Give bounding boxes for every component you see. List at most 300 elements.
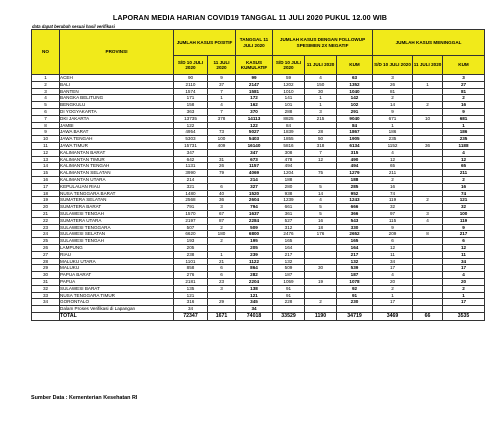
cell-jul11-positif xyxy=(208,149,236,156)
cell-kum-meninggal: 186 xyxy=(443,129,485,136)
cell-jul11-followup: 16 xyxy=(305,217,337,224)
table-row xyxy=(32,149,485,156)
cell-no: 28 xyxy=(32,258,60,265)
cell-kasus-kumulatif: 5027 xyxy=(236,129,273,136)
cell-no: 19 xyxy=(32,197,60,204)
cell-jul11-positif xyxy=(208,244,236,251)
cell-sd10-positif: 316 xyxy=(174,299,208,306)
cell-jul11-meninggal xyxy=(413,265,443,272)
cell-sd10-positif: 205 xyxy=(174,244,208,251)
cell-kasus-kumulatif: 673 xyxy=(236,156,273,163)
cell-kasus-kumulatif: 214 xyxy=(236,176,273,183)
cell-kum-followup: 1279 xyxy=(337,170,373,177)
table-row xyxy=(32,129,485,136)
header-jul11-positif: 11 JULI 2020 xyxy=(208,56,236,75)
cell-jul11-followup xyxy=(305,122,337,129)
cell-sd10-meninggal: 186 xyxy=(373,129,413,136)
cell-provinsi: SULAWESI TENGAH xyxy=(60,210,174,217)
total-kasus-kumulatif: 74018 xyxy=(236,312,273,320)
cell-provinsi: SUMATERA UTARA xyxy=(60,217,174,224)
cell-kasus-kumulatif: 1520 xyxy=(236,190,273,197)
cell-kum-followup: 1040 xyxy=(337,88,373,95)
cell-kum-meninggal: 74 xyxy=(443,190,485,197)
cell-kum-followup: 2652 xyxy=(337,231,373,238)
cell-provinsi: KALIMANTAN BARAT xyxy=(60,149,174,156)
cell-sd10-meninggal: 209 xyxy=(373,231,413,238)
cell-no: 5 xyxy=(32,102,60,109)
cell-provinsi: JAWA BARAT xyxy=(60,129,174,136)
cell-jul11-followup xyxy=(305,238,337,245)
cell-jul11-positif: 6 xyxy=(208,272,236,279)
cell-sd10-followup: 91 xyxy=(273,292,305,299)
cell-sd10-meninggal: 20 xyxy=(373,278,413,285)
cell-sd10-positif: 171 xyxy=(174,95,208,102)
cell-sd10-meninggal: 4 xyxy=(373,272,413,279)
cell-no: 33 xyxy=(32,292,60,299)
cell-sd10-meninggal: 235 xyxy=(373,136,413,143)
table-row xyxy=(32,136,485,143)
cell-provinsi: JAWA TIMUR xyxy=(60,142,174,149)
cell-kum-followup: 952 xyxy=(337,190,373,197)
cell-no: 25 xyxy=(32,238,60,245)
cell-jul11-positif: 87 xyxy=(208,217,236,224)
cell-no xyxy=(32,312,60,320)
cell-sd10-positif: 2110 xyxy=(174,81,208,88)
table-body xyxy=(32,75,485,321)
cell-sd10-meninggal: 16 xyxy=(373,183,413,190)
cell-jul11-followup: 75 xyxy=(305,170,337,177)
cell-sd10-meninggal: 26 xyxy=(373,81,413,88)
cell-jul11-meninggal: 2 xyxy=(413,197,443,204)
cell-sd10-meninggal: 17 xyxy=(373,299,413,306)
cell-sd10-followup: 165 xyxy=(273,238,305,245)
cell-kum-meninggal: 2 xyxy=(443,285,485,292)
table-row xyxy=(32,292,485,299)
table-row xyxy=(32,224,485,231)
cell-kum-meninggal: 20 xyxy=(443,278,485,285)
cell-jul11-followup xyxy=(305,258,337,265)
cell-sd10-followup: 59 xyxy=(273,75,305,82)
cell-sd10-meninggal: 81 xyxy=(373,88,413,95)
cell-sd10-followup: 661 xyxy=(273,204,305,211)
cell-jul11-meninggal: 1 xyxy=(413,81,443,88)
cell-jul11-meninggal xyxy=(413,88,443,95)
cell-provinsi: PAPUA BARAT xyxy=(60,272,174,279)
cell-sd10-positif: 2568 xyxy=(174,197,208,204)
cell-jul11-positif: 26 xyxy=(208,163,236,170)
cell-no: 31 xyxy=(32,278,60,285)
cell-kum-meninggal: 1188 xyxy=(443,142,485,149)
cell-kum-meninggal: 235 xyxy=(443,136,485,143)
cell-kum-meninggal: 6 xyxy=(443,238,485,245)
cell-sd10-positif: 347 xyxy=(174,149,208,156)
cell-kasus-kumulatif: 2147 xyxy=(236,81,273,88)
cell-kum-followup: 102 xyxy=(337,102,373,109)
cell-jul11-positif: 3 xyxy=(208,204,236,211)
cell-sd10-meninggal: 12 xyxy=(373,156,413,163)
cell-kum-followup: 1078 xyxy=(337,278,373,285)
cell-kum-meninggal: 681 xyxy=(443,115,485,122)
cell-jul11-positif: 31 xyxy=(208,156,236,163)
cell-kum-followup: 285 xyxy=(337,183,373,190)
cell-kasus-kumulatif: 1122 xyxy=(236,258,273,265)
cell-provinsi: DKI JAKARTA xyxy=(60,115,174,122)
cell-kasus-kumulatif: 138 xyxy=(236,285,273,292)
cell-jul11-followup: 28 xyxy=(305,129,337,136)
cell-sd10-positif: 363 xyxy=(174,108,208,115)
cell-kasus-kumulatif: 282 xyxy=(236,272,273,279)
cell-jul11-meninggal xyxy=(413,272,443,279)
cell-sd10-followup: 938 xyxy=(273,190,305,197)
cell-sd10-positif: 121 xyxy=(174,292,208,299)
cell-jul11-meninggal xyxy=(413,95,443,102)
cell-sd10-positif: 13735 xyxy=(174,115,208,122)
cell-kum-meninggal: 17 xyxy=(443,265,485,272)
cell-jul11-followup: 215 xyxy=(305,115,337,122)
cell-sd10-followup: 280 xyxy=(273,183,305,190)
cell-kasus-kumulatif: 121 xyxy=(236,292,273,299)
cell-sd10-positif: 34 xyxy=(174,306,208,313)
cell-kum-meninggal xyxy=(443,306,485,313)
cell-kum-followup: 9040 xyxy=(337,115,373,122)
table-row xyxy=(32,183,485,190)
cell-kum-followup: 490 xyxy=(337,156,373,163)
cell-provinsi: BENGKULU xyxy=(60,102,174,109)
cell-jul11-positif: 9 xyxy=(208,75,236,82)
cell-kum-followup: 330 xyxy=(337,224,373,231)
cell-sd10-positif: 238 xyxy=(174,251,208,258)
cell-jul11-followup: 1 xyxy=(305,102,337,109)
header-tanggal: TANGGAL 11 JULI 2020 xyxy=(236,30,273,56)
cell-provinsi: SUMATERA SELATAN xyxy=(60,197,174,204)
cell-no: 12 xyxy=(32,149,60,156)
cell-jul11-followup xyxy=(305,244,337,251)
total-sd10-positif: 72347 xyxy=(174,312,208,320)
cell-sd10-followup: 308 xyxy=(273,149,305,156)
cell-no: 34 xyxy=(32,299,60,306)
cell-kum-meninggal: 34 xyxy=(443,258,485,265)
cell-sd10-positif: 507 xyxy=(174,224,208,231)
cell-kum-followup: 315 xyxy=(337,149,373,156)
table-row xyxy=(32,142,485,149)
cell-sd10-followup: 312 xyxy=(273,224,305,231)
cell-sd10-meninggal: 34 xyxy=(373,258,413,265)
cell-sd10-positif: 3990 xyxy=(174,170,208,177)
header-jul11-followup: 11 JULI 2020 xyxy=(305,56,337,75)
cell-jul11-followup xyxy=(305,272,337,279)
cell-provinsi: MALUKU UTARA xyxy=(60,258,174,265)
cell-no: 2 xyxy=(32,81,60,88)
cell-sd10-followup: 361 xyxy=(273,210,305,217)
cell-jul11-positif: 409 xyxy=(208,142,236,149)
cell-kum-meninggal: 4 xyxy=(443,272,485,279)
total-row xyxy=(32,312,485,320)
cell-jul11-followup xyxy=(305,251,337,258)
cell-provinsi: BANTEN xyxy=(60,88,174,95)
cell-no: 29 xyxy=(32,265,60,272)
cell-kasus-kumulatif: 205 xyxy=(236,244,273,251)
cell-jul11-positif: 6 xyxy=(208,183,236,190)
cell-sd10-followup: 101 xyxy=(273,102,305,109)
cell-kasus-kumulatif: 99 xyxy=(236,75,273,82)
cell-jul11-followup: 14 xyxy=(305,190,337,197)
table-row xyxy=(32,210,485,217)
cell-kum-followup: 84 xyxy=(337,122,373,129)
cell-kum-meninggal: 11 xyxy=(443,251,485,258)
cell-sd10-followup: 527 xyxy=(273,217,305,224)
covid-cases-table xyxy=(31,29,485,321)
cell-sd10-positif: 321 xyxy=(174,183,208,190)
cell-jul11-positif: 21 xyxy=(208,258,236,265)
cell-kum-followup: 6134 xyxy=(337,142,373,149)
cell-jul11-meninggal xyxy=(413,285,443,292)
cell-sd10-meninggal: 1 xyxy=(373,122,413,129)
cell-jul11-meninggal xyxy=(413,122,443,129)
cell-sd10-meninggal: 65 xyxy=(373,163,413,170)
table-row xyxy=(32,156,485,163)
cell-kum-followup: 291 xyxy=(337,108,373,115)
cell-sd10-positif: 2181 xyxy=(174,278,208,285)
cell-sd10-meninggal: 1 xyxy=(373,292,413,299)
cell-jul11-followup: 7 xyxy=(305,149,337,156)
cell-sd10-followup: 1204 xyxy=(273,170,305,177)
cell-no: 23 xyxy=(32,224,60,231)
cell-jul11-positif: 3 xyxy=(208,285,236,292)
table-row xyxy=(32,204,485,211)
cell-jul11-positif xyxy=(208,176,236,183)
cell-kum-meninggal: 100 xyxy=(443,210,485,217)
cell-kum-meninggal: 121 xyxy=(443,197,485,204)
cell-jul11-meninggal xyxy=(413,224,443,231)
cell-jul11-meninggal: 36 xyxy=(413,142,443,149)
cell-kum-followup: 91 xyxy=(337,292,373,299)
header-provinsi: PROVINSI xyxy=(60,30,174,75)
cell-provinsi: SULAWESI TENGGARA xyxy=(60,224,174,231)
cell-provinsi: BANGKA BELITUNG xyxy=(60,95,174,102)
cell-sd10-meninggal: 11 xyxy=(373,251,413,258)
cell-jul11-positif xyxy=(208,306,236,313)
cell-sd10-positif: 2197 xyxy=(174,217,208,224)
cell-jul11-meninggal xyxy=(413,176,443,183)
cell-kum-followup: 366 xyxy=(337,210,373,217)
cell-jul11-followup: 5 xyxy=(305,210,337,217)
cell-jul11-positif: 40 xyxy=(208,190,236,197)
cell-jul11-followup: 2 xyxy=(305,299,337,306)
cell-jul11-positif: 7 xyxy=(208,108,236,115)
cell-jul11-meninggal xyxy=(413,149,443,156)
cell-sd10-positif: 122 xyxy=(174,122,208,129)
cell-jul11-followup: 30 xyxy=(305,88,337,95)
cell-sd10-meninggal: 119 xyxy=(373,197,413,204)
cell-sd10-positif: 135 xyxy=(174,285,208,292)
cell-jul11-meninggal: 3 xyxy=(413,210,443,217)
cell-jul11-positif: 36 xyxy=(208,197,236,204)
cell-sd10-positif: 642 xyxy=(174,156,208,163)
cell-kum-followup: 217 xyxy=(337,251,373,258)
table-row xyxy=(32,81,485,88)
cell-jul11-meninggal xyxy=(413,190,443,197)
cell-jul11-meninggal xyxy=(413,251,443,258)
header-meninggal: JUMLAH KASUS MENINGGAL xyxy=(373,30,485,56)
cell-no: 6 xyxy=(32,108,60,115)
cell-jul11-positif: 79 xyxy=(208,170,236,177)
cell-jul11-positif: 1 xyxy=(208,251,236,258)
table-row xyxy=(32,272,485,279)
cell-provinsi: SUMATERA BARAT xyxy=(60,204,174,211)
cell-jul11-positif: 4 xyxy=(208,102,236,109)
cell-jul11-positif xyxy=(208,292,236,299)
header-kum-followup: KUM xyxy=(337,56,373,75)
cell-jul11-meninggal xyxy=(413,136,443,143)
cell-kum-followup: 142 xyxy=(337,95,373,102)
header-kum-meninggal: KUM xyxy=(443,56,485,75)
cell-jul11-followup: 318 xyxy=(305,142,337,149)
cell-sd10-positif: 276 xyxy=(174,272,208,279)
cell-kum-followup: 188 xyxy=(337,176,373,183)
cell-jul11-meninggal xyxy=(413,299,443,306)
cell-sd10-meninggal xyxy=(373,306,413,313)
cell-kasus-kumulatif: 5403 xyxy=(236,136,273,143)
cell-kasus-kumulatif: 14113 xyxy=(236,115,273,122)
cell-sd10-positif: 858 xyxy=(174,265,208,272)
total-label: TOTAL xyxy=(60,312,174,320)
table-row xyxy=(32,190,485,197)
total-kum-meninggal: 3535 xyxy=(443,312,485,320)
cell-kum-meninggal: 16 xyxy=(443,183,485,190)
cell-jul11-meninggal: 4 xyxy=(413,217,443,224)
cell-kum-meninggal: 217 xyxy=(443,231,485,238)
cell-sd10-meninggal: 74 xyxy=(373,190,413,197)
table-row xyxy=(32,170,485,177)
table-row xyxy=(32,258,485,265)
cell-jul11-meninggal xyxy=(413,183,443,190)
cell-provinsi: SULAWESI SELATAN xyxy=(60,231,174,238)
table-row xyxy=(32,285,485,292)
table-row xyxy=(32,251,485,258)
total-jul11-positif: 1671 xyxy=(208,312,236,320)
cell-jul11-followup: 4 xyxy=(305,75,337,82)
table-row xyxy=(32,122,485,129)
cell-jul11-meninggal xyxy=(413,204,443,211)
cell-kum-followup: 230 xyxy=(337,299,373,306)
cell-provinsi: KALIMANTAN SELATAN xyxy=(60,170,174,177)
cell-kasus-kumulatif: 345 xyxy=(236,299,273,306)
header-kasus-kumulatif: KASUS KUMULATIF xyxy=(236,56,273,75)
cell-kum-followup: 63 xyxy=(337,75,373,82)
cell-jul11-positif xyxy=(208,122,236,129)
cell-sd10-positif: 158 xyxy=(174,102,208,109)
cell-provinsi: KALIMANTAN TIMUR xyxy=(60,156,174,163)
cell-kum-followup: 164 xyxy=(337,244,373,251)
cell-kum-followup: 1352 xyxy=(337,81,373,88)
cell-kum-followup: 539 xyxy=(337,265,373,272)
cell-jul11-positif: 73 xyxy=(208,129,236,136)
cell-no xyxy=(32,306,60,313)
cell-sd10-followup: 1239 xyxy=(273,197,305,204)
table-row xyxy=(32,102,485,109)
cell-kasus-kumulatif: 327 xyxy=(236,183,273,190)
cell-kasus-kumulatif: 794 xyxy=(236,204,273,211)
cell-jul11-meninggal xyxy=(413,170,443,177)
cell-sd10-meninggal: 2 xyxy=(373,95,413,102)
cell-no: 32 xyxy=(32,285,60,292)
cell-kum-meninggal: 1 xyxy=(443,292,485,299)
cell-sd10-meninggal: 14 xyxy=(373,102,413,109)
cell-sd10-meninggal: 671 xyxy=(373,115,413,122)
cell-jul11-followup: 50 xyxy=(305,136,337,143)
cell-sd10-positif: 1101 xyxy=(174,258,208,265)
cell-sd10-followup: 228 xyxy=(273,299,305,306)
cell-kum-meninggal: 9 xyxy=(443,108,485,115)
header-jul11-meninggal: 11 JULI 2020 xyxy=(413,56,443,75)
cell-jul11-followup: 5 xyxy=(305,204,337,211)
cell-no: 26 xyxy=(32,244,60,251)
cell-kum-followup: 543 xyxy=(337,217,373,224)
cell-provinsi: SULAWESI TENGAH xyxy=(60,238,174,245)
cell-kum-meninggal: 9 xyxy=(443,224,485,231)
cell-no: 17 xyxy=(32,183,60,190)
cell-jul11-meninggal xyxy=(413,129,443,136)
cell-kum-followup: 494 xyxy=(337,163,373,170)
table-row xyxy=(32,244,485,251)
cell-sd10-meninggal: 9 xyxy=(373,108,413,115)
cell-jul11-meninggal: 8 xyxy=(413,231,443,238)
cell-jul11-positif: 100 xyxy=(208,136,236,143)
cell-provinsi: MALUKU xyxy=(60,265,174,272)
cell-jul11-followup xyxy=(305,306,337,313)
cell-jul11-followup xyxy=(305,292,337,299)
table-row xyxy=(32,75,485,82)
cell-sd10-meninggal: 9 xyxy=(373,224,413,231)
cell-jul11-followup: 18 xyxy=(305,224,337,231)
cell-sd10-meninggal: 211 xyxy=(373,170,413,177)
cell-no: 3 xyxy=(32,88,60,95)
cell-jul11-meninggal xyxy=(413,75,443,82)
cell-jul11-followup xyxy=(305,163,337,170)
table-row xyxy=(32,299,485,306)
cell-sd10-followup: 84 xyxy=(273,122,305,129)
table-row xyxy=(32,265,485,272)
cell-kasus-kumulatif: 195 xyxy=(236,238,273,245)
cell-provinsi: NUSA TENGGARA BARAT xyxy=(60,190,174,197)
cell-sd10-followup: 141 xyxy=(273,95,305,102)
cell-no: 22 xyxy=(32,217,60,224)
cell-sd10-meninggal: 2 xyxy=(373,176,413,183)
cell-no: 11 xyxy=(32,142,60,149)
cell-kum-meninggal: 32 xyxy=(443,204,485,211)
cell-jul11-positif: 180 xyxy=(208,231,236,238)
cell-sd10-positif: 6620 xyxy=(174,231,208,238)
cell-sd10-meninggal: 115 xyxy=(373,217,413,224)
cell-jul11-followup: 12 xyxy=(305,156,337,163)
cell-sd10-followup: 509 xyxy=(273,265,305,272)
total-jul11-meninggal: 66 xyxy=(413,312,443,320)
cell-kum-meninggal: 12 xyxy=(443,244,485,251)
cell-sd10-followup xyxy=(273,306,305,313)
cell-jul11-followup: 30 xyxy=(305,265,337,272)
cell-provinsi: SULAWESI BARAT xyxy=(60,285,174,292)
cell-jul11-positif: 2 xyxy=(208,224,236,231)
cell-no: 18 xyxy=(32,190,60,197)
table-row xyxy=(32,238,485,245)
cell-sd10-followup: 187 xyxy=(273,272,305,279)
cell-provinsi: JAWA TENGAH xyxy=(60,136,174,143)
cell-no: 30 xyxy=(32,272,60,279)
cell-kum-followup: 165 xyxy=(337,238,373,245)
cell-kasus-kumulatif: 34 xyxy=(236,306,273,313)
cell-jul11-meninggal xyxy=(413,306,443,313)
cell-provinsi: Dalam Proses Verifikasi di Lapangan xyxy=(60,306,174,313)
